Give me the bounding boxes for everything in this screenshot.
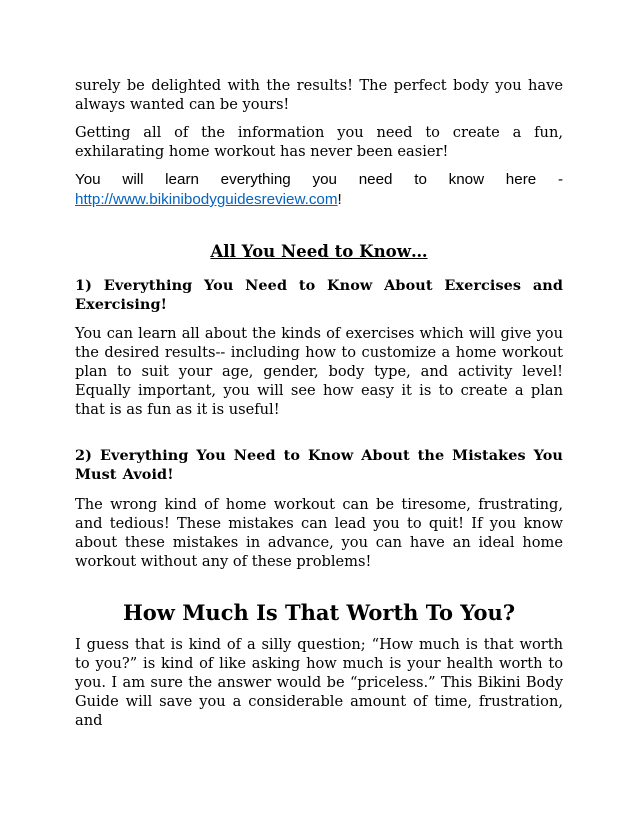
learn-line: You will learn everything you need to know here - [75, 171, 563, 188]
point2-body: The wrong kind of home workout can be tiresome, frustrating, and tedious! These mistakes can lead you to quit! If you know about these mistakes in advance, you can have an ideal home workout without any of these problems! [75, 496, 563, 570]
learn-paragraph [75, 170, 563, 210]
section-heading: All You Need to Know… [210, 241, 428, 261]
worth-body: I guess that is kind of a silly question; “How much is that worth to you?” is kind of like asking how much is your health worth to you. I am sure the answer would be “priceless.” This Bikini Body Guide will save you a considerable amount of time, frustration, and [75, 636, 563, 729]
worth-heading: How Much Is That Worth To You? [122, 600, 516, 625]
point2-heading: 2) Everything You Need to Know About the Mistakes You Must Avoid! [75, 447, 563, 483]
getting-paragraph: Getting all of the information you need to create a fun, exhilarating home workout has never been easier! [75, 124, 563, 160]
intro-paragraph: surely be delighted with the results! The perfect body you have always wanted can be yours! [75, 77, 563, 113]
link-suffix: ! [337, 191, 342, 208]
point1-body: You can learn all about the kinds of exercises which will give you the desired results-- including how to customize a home workout plan to suit your age, gender, body type, and activity level! Equally important, you will see how easy it is to create a plan that is as fun as it is useful! [75, 325, 563, 418]
learn-link-line [75, 190, 563, 210]
website-link[interactable]: http://www.bikinibodyguidesreview.com [75, 191, 338, 208]
point1-heading: 1) Everything You Need to Know About Exercises and Exercising! [75, 277, 563, 313]
document-page [75, 76, 563, 730]
